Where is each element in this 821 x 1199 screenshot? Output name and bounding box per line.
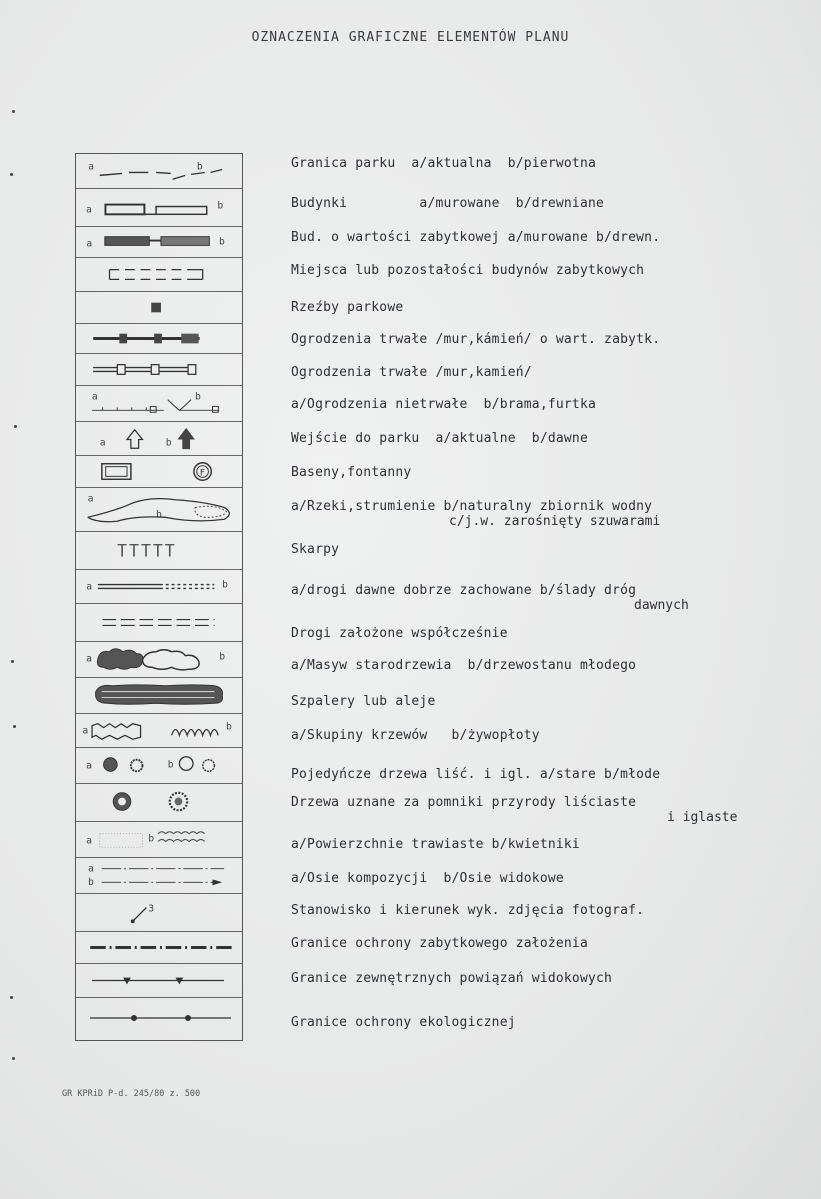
svg-text:a: a: [88, 863, 94, 875]
legend-text: Ogrodzenia trwałe /mur,kámień/ o wart. zabytk.: [291, 332, 661, 347]
legend-text: a/Powierzchnie trawiaste b/kwietniki: [291, 837, 580, 852]
symbol-single-trees: [76, 748, 242, 784]
symbol-historic-buildings: [76, 227, 242, 258]
symbol-temporary-fence: [76, 386, 242, 422]
symbol-modern-roads: [76, 604, 242, 642]
svg-text:b: b: [219, 236, 225, 248]
symbol-photo-station: [76, 894, 242, 932]
symbol-buildings: [76, 189, 242, 227]
legend-text: Granice ochrony ekologicznej: [291, 1015, 516, 1030]
scan-speck: [11, 660, 14, 663]
symbol-historic-fence: [76, 324, 242, 354]
symbol-old-roads: [76, 570, 242, 604]
legend-text-continuation: dawnych: [634, 598, 689, 613]
legend-text: Rzeźby parkowe: [291, 300, 404, 315]
svg-text:b: b: [217, 200, 224, 212]
legend-text: Bud. o wartości zabytkowej a/murowane b/drewn.: [291, 230, 661, 245]
svg-text:b: b: [219, 651, 226, 663]
symbol-axes: [76, 858, 242, 894]
symbol-lawns: [76, 822, 242, 858]
legend-text: Pojedyńcze drzewa liść. i igl. a/stare b/młode: [291, 767, 661, 782]
svg-text:b: b: [156, 509, 162, 521]
legend-text: Skarpy: [291, 542, 340, 557]
symbol-b-label: b: [196, 161, 203, 173]
legend-text: Granica parku a/aktualna b/pierwotna: [291, 156, 597, 171]
legend-text: a/Rzeki,strumienie b/naturalny zbiornik wodny: [291, 499, 653, 514]
legend-text: Baseny,fontanny: [291, 465, 412, 480]
svg-text:a: a: [99, 437, 106, 449]
symbol-natural-monuments: [76, 784, 242, 822]
legend-text-continuation: c/j.w. zarośnięty szuwarami: [449, 514, 661, 529]
svg-text:a: a: [86, 835, 92, 847]
svg-text:b: b: [194, 391, 201, 403]
svg-text:b: b: [165, 437, 172, 449]
svg-text:a: a: [82, 725, 89, 737]
legend-text: Granice zewnętrznych powiązań widokowych: [291, 971, 613, 986]
legend-text: Wejście do parku a/aktualne b/dawne: [291, 431, 588, 446]
svg-text:b: b: [167, 759, 174, 771]
legend-text: Stanowisko i kierunek wyk. zdjęcia fotograf.: [291, 903, 645, 918]
page-title: OZNACZENIA GRAFICZNE ELEMENTÓW PLANU: [251, 30, 570, 45]
legend-text: Ogrodzenia trwałe /mur,kamień/: [291, 365, 532, 380]
symbol-shrubs: [76, 714, 242, 748]
legend-text: a/Ogrodzenia nietrwałe b/brama,furtka: [291, 397, 597, 412]
legend-text: Miejsca lub pozostałości budynów zabytkowych: [291, 263, 645, 278]
svg-text:b: b: [225, 721, 232, 733]
legend-text: a/Masyw starodrzewia b/drzewostanu młodego: [291, 658, 637, 673]
scan-speck: [10, 173, 13, 176]
scan-speck: [13, 725, 16, 728]
photo-number: 3: [148, 903, 155, 915]
fountain-mark: F: [199, 468, 205, 479]
symbol-alleys: [76, 678, 242, 714]
svg-text:a: a: [85, 204, 92, 216]
slope-mark: TTTTT: [117, 541, 177, 561]
legend-text: Budynki a/murowane b/drewniane: [291, 196, 605, 211]
svg-text:a: a: [87, 493, 94, 505]
svg-text:a: a: [86, 760, 92, 772]
legend-symbol-column: [75, 153, 243, 1041]
scan-speck: [14, 425, 17, 428]
scan-speck: [10, 996, 13, 999]
legend-text-continuation: i iglaste: [667, 810, 738, 825]
svg-text:b: b: [222, 579, 228, 591]
legend-text: a/drogi dawne dobrze zachowane b/ślady dróg: [291, 583, 637, 598]
symbol-ecological-boundary: [76, 998, 242, 1040]
legend-text: Granice ochrony zabytkowego założenia: [291, 936, 588, 951]
symbol-pools: [76, 456, 242, 488]
legend-text: a/Osie kompozycji b/Osie widokowe: [291, 871, 564, 886]
symbol-a-label: a: [88, 161, 94, 173]
svg-text:a: a: [91, 391, 98, 403]
symbol-park-entrance: [76, 422, 242, 456]
svg-text:a: a: [86, 581, 93, 593]
scan-speck: [12, 1057, 15, 1060]
symbol-sculptures: [76, 292, 242, 324]
symbol-tree-mass: [76, 642, 242, 678]
legend-text: a/Skupiny krzewów b/żywopłoty: [291, 728, 540, 743]
symbol-park-boundary: [76, 154, 242, 189]
symbol-view-boundary: [76, 964, 242, 998]
symbol-permanent-fence: [76, 354, 242, 386]
svg-text:b: b: [88, 877, 94, 889]
legend-text: Drogi założone współcześnie: [291, 626, 508, 641]
symbol-slopes: [76, 532, 242, 570]
symbol-protection-boundary: [76, 932, 242, 964]
scan-speck: [12, 110, 15, 113]
symbol-rivers: [76, 488, 242, 532]
symbol-historic-sites: [76, 258, 242, 292]
svg-text:a: a: [86, 653, 92, 665]
print-footer: GR KPRiD P-d. 245/80 z. 500: [62, 1089, 201, 1099]
svg-text:b: b: [148, 833, 155, 845]
legend-text: Szpalery lub aleje: [291, 694, 436, 709]
legend-text: Drzewa uznane za pomniki przyrody liściaste: [291, 795, 637, 810]
svg-text:a: a: [86, 238, 93, 250]
